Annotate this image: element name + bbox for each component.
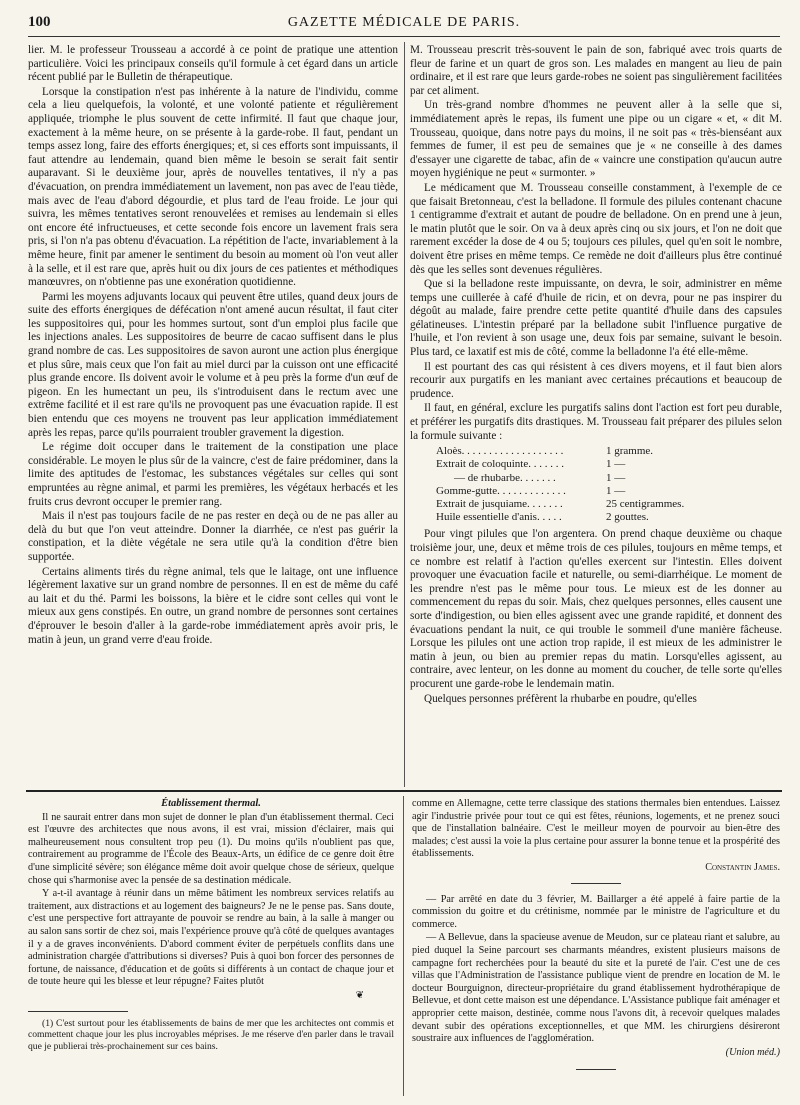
paragraph: Lorsque la constipation n'est pas inhérente à la nature de l'individu, comme cela a lieu quelquefois, la volonté, et une volonté patiente et régulièrement appliquée, triomphe le plus souvent de cette infirmité. Il faut que chaque jour, exactement à la même heure, on se présente à la garde-robe. Il faut, pendant un temps assez long, faire des efforts énergiques; et, si ces efforts sont impuissants, il faut attendre au lendemain, quand bien même le besoin se serait fait sentir auparavant. Si le deuxième jour, après de nouvelles tentatives, il n'y a pas d'évacuation, on prendra immédiatement un lavement, non pas avec de l'eau tiède, mais avec de l'eau d'abord dégourdie, et plus tard de l'eau froide. Le jour qui suivra, les mêmes tentatives seront renouvelées et remises au lendemain si elles ont encore été infructueuses, et cette seconde fois encore un lavement frais sera pris, si l'on n'a pas obtenu d'évacuation. La répétition de l'acte, invariablement à la même heure, finit par amener le sentiment du besoin au moment où l'on veut aller à la selle, et il est rare que, après huit ou dix jours de ces patientes et méthodiques manœuvres, on n'obtienne pas une exonération quotidienne. <box>28 85 398 289</box>
section-title: Établissement thermal. <box>161 798 261 809</box>
column-divider <box>404 42 405 787</box>
paragraph: Il est pourtant des cas qui résistent à ces divers moyens, et il faut bien alors recourir aux purgatifs en les maniant avec certaines précautions et beaucoup de prudence. <box>410 360 782 400</box>
page-header <box>28 14 780 37</box>
paragraph: Quelques personnes préfèrent la rhubarbe en poudre, qu'elles <box>424 692 697 705</box>
formula-ingredient: Aloès. . . . . . . . . . . . . . . . . . . <box>436 445 564 458</box>
thermal-establishment-article <box>28 798 394 1054</box>
formula-quantity: 1 — <box>606 471 626 484</box>
formula-row <box>436 445 782 458</box>
formula-row <box>436 511 782 524</box>
column-divider <box>403 796 404 1096</box>
paragraph: lier. M. le professeur Trousseau a accordé à ce point de pratique une attention particulière. Voici les principaux conseils qu'il formule à cet égard dans un article récent publié par le Bulletin de thérapeutique. <box>28 44 398 84</box>
paragraph: Le médicament que M. Trousseau conseille constamment, à l'exemple de ce que faisait Bretonneau, c'est la belladone. Il formule des pilules contenant chacune 1 centigramme d'extrait et autant de poudre de belladone. On en prend une à jeun, le matin plutôt que le soir. On va à deux après cinq ou six jours, et l'on ne doit que rarement excéder la dose de 4 ou 5; toujours ces pilules, quel qu'en soit le nombre, doivent être prises en même temps. Ce remède ne doit d'ailleurs plus être continué dès que les selles sont devenues régulières. <box>410 181 782 276</box>
paragraph: Parmi les moyens adjuvants locaux qui peuvent être utiles, quand deux jours de suite des efforts énergiques de défécation n'ont amené aucun résultat, il faut citer les suppositoires qui, pour les hommes surtout, sont d'un emploi plus facile que les injections anales. Les suppositoires de beurre de cacao suffisent dans le plus grand nombre de cas. Les suppositoires de savon auront une action plus énergique et plus sûre, mais ceux que l'on fait au miel durci par la cuisson ont une efficacité plus grande encore. Ils doivent avoir le volume et à peu près la forme d'un œuf de pigeon. En les humectant un peu, ils s'introduisent dans le rectum avec une extrême facilité et il est rare qu'ils ne provoquent pas une évacuation rapide. Il est bien entendu que ces moyens ne trouvent pas leur application immédiatement après les repas, parce qu'ils pourraient troubler gravement la digestion. <box>28 290 398 439</box>
right-column <box>410 44 782 707</box>
paragraph: Certains aliments tirés du règne animal, tels que le laitage, ont une influence légèrement laxative sur un grand nombre de personnes. Il en est de même du café au lait et du thé. Parmi les boissons, la bière et le cidre sont celles qui vont le mieux aux gens constipés. En outre, un grand nombre de personnes sont certaines d'éprouver le besoin d'aller à la garde-robe immédiatement après avoir pris, le matin à jeun, un grand verre d'eau froide. <box>28 565 398 646</box>
footnote: (1) C'est surtout pour les établissements de bains de mer que les architectes ont commis et commettent chaque jour les plus incroyables méprises. Je me réserve d'en parler dans le travail que je publierai très-prochainement sur ces bains. <box>28 1017 394 1053</box>
formula-row <box>436 472 782 485</box>
paragraph: Il ne saurait entrer dans mon sujet de donner le plan d'un établissement thermal. Ceci est l'œuvre des architectes que nous avons, il est vrai, mission d'éclairer, mais qui malheureusement nous consultent trop peu (1). Du moins qu'ils n'oublient pas que, contrairement au programme de l'École des Beaux-Arts, un édifice de ce genre doit être d'une simplicité sévère; son élégance même doit avoir quelque chose de sérieux, quelque chose qui s'harmonise avec la pensée de sa destination médicale. <box>28 811 394 886</box>
divider <box>571 883 621 884</box>
end-divider <box>576 1069 616 1070</box>
formula-ingredient: — de rhubarbe. . . . . . . <box>454 471 556 484</box>
page-number: 100 <box>28 14 51 30</box>
author-signature: Constantin James. <box>705 861 780 873</box>
paragraph: Pour vingt pilules que l'on argentera. On prend chaque deuxième ou chaque troisième jour, une, deux et même trois de ces pilules, toujours en même temps, et ce nombre est relatif à l'action qu'elles exercent sur l'intestin. Elles doivent provoquer une évacuation facile et naturelle, ou semi-diarrhéique. Le moment de les prendre n'est pas le même pour tous. Le mieux est de les donner au commencement du repas du soir. Mais, chez quelques personnes, elles causent une sorte d'indigestion, ou bien elles agissent avec une grande rapidité, et donnent des évacuations pendant la nuit, ce qui trouble le sommeil d'une manière fâcheuse. Lorsque les pilules ont une action trop rapide, il est mieux de les administrer le matin à jeun, ou bien au premier repas du matin. Lorsqu'elles agissent, au contraire, avec lenteur, on les donne au moment du coucher, de telle sorte qu'elles procurent une garde-robe le lendemain matin. <box>410 528 782 690</box>
ornament: ❦ <box>355 989 364 1001</box>
paragraph: Mais il n'est pas toujours facile de ne pas rester en deçà ou de ne pas aller au delà du but que l'on veut atteindre. Donner la diarrhée, ce n'est pas guérir la constipation, et la diète végétale ne sera utile qu'à la condition d'être bien supportée. <box>28 510 398 563</box>
formula-ingredient: Extrait de jusquiame. . . . . . . <box>436 498 563 511</box>
bottom-right-column <box>412 798 780 1070</box>
paragraph: Un très-grand nombre d'hommes ne peuvent aller à la selle que si, immédiatement après le repas, ils fument une pipe ou un cigare « et, « dit M. Trousseau, quoique, dans notre pays du moins, il ne soit pas « très-bienséant aux femmes de fumer, il est peu de semaines que je « ne conseille à des dames d'essayer une cigarette de tabac, afin de « vaincre une constipation qu'aucun autre moyen hygiénique ne peut « surmonter. » <box>410 99 782 180</box>
formula-quantity: 1 gramme. <box>606 445 654 458</box>
formula-ingredient: Gomme-gutte. . . . . . . . . . . . . <box>436 484 566 497</box>
paragraph: Il faut, en général, exclure les purgatifs salins dont l'action est fort peu durable, et préférer les purgatifs dits drastiques. M. Trousseau fait préparer des pilules selon la formule suivante : <box>410 402 782 442</box>
formula-row <box>436 485 782 498</box>
formula-row <box>436 498 782 511</box>
paragraph: M. Trousseau prescrit très-souvent le pain de son, fabriqué avec trois quarts de fleur de farine et un quart de gros son. Les malades en mangent au lieu de pain ordinaire, et il est rare que leurs garde-robes ne soient pas singulièrement facilitées par cet aliment. <box>410 44 782 97</box>
formula-quantity: 1 — <box>606 458 626 471</box>
news-item: — A Bellevue, dans la spacieuse avenue de Meudon, sur ce plateau riant et salubre, au pied duquel la Seine parcourt ses charmants méandres, existent plusieurs maisons de campagne fort recherchées pour la beauté du site et la pureté de l'air. C'est une de ces villas que l'Administration de l'assistance publique vient de prendre en location de M. le docteur Bourguignon, directeur-propriétaire du grand établissement hydrothérapique de Bellevue, et dont cette maison est une dépendance. L'Assistance publique fait aménager et approprier cette maison, destinée, comme nous l'avons dit, à recevoir quelques malades devant subir des opérations exceptionnelles, et que MM. les chirurgiens désireront soustraire aux influences de l'agglomération. <box>412 932 780 1045</box>
left-column <box>28 44 398 648</box>
formula-quantity: 1 — <box>606 484 626 497</box>
paragraph: Y a-t-il avantage à réunir dans un même bâtiment les nombreux services relatifs au traitement, aux distractions et au logement des baigneurs? Je ne le pense pas. Sans doute, c'est une perspective fort attrayante de pouvoir se rendre au bain, à la salle à manger ou au salon sans sortir de chez soi, mais l'expérience prouve qu'à côté de quelques avantages il y a de graves inconvénients. D'abord comment éviter de perpétuels conflits dans une administration chargée d'attributions si diverses? Puis à quoi bon forcer des personnes de fortune, de naissance, d'éducation et de goûts si différents à un contact de chaque jour et de toute heure qui les blesse et leur répugne? Faites plutôt <box>28 888 394 988</box>
pill-formula <box>436 445 782 524</box>
formula-row <box>436 458 782 471</box>
section-divider <box>26 790 782 792</box>
formula-quantity: 25 centigrammes. <box>606 498 685 511</box>
footnote-divider <box>28 1011 128 1012</box>
source-citation: (Union méd.) <box>725 1046 780 1058</box>
formula-ingredient: Huile essentielle d'anis. . . . . <box>436 511 562 524</box>
paragraph: Le régime doit occuper dans le traitement de la constipation une place considérable. Le moyen le plus sûr de la vaincre, c'est de faire prédominer, dans la limite des aptitudes de l'estomac, les substances végétales sur celles qui sont empruntées au règne animal, et parmi les premières, les végétaux herbacés et les fruits crus devront occuper le premier rang. <box>28 441 398 508</box>
formula-ingredient: Extrait de coloquinte. . . . . . . <box>436 458 564 471</box>
paragraph: comme en Allemagne, cette terre classique des stations thermales bien entendues. Laissez agir l'industrie privée pour tout ce qui est fêtes, réunions, logements, et ne prenez souci que de l'installation balnéaire. C'est le meilleur moyen de pourvoir au bien-être des malades; c'est aussi la voie la plus certaine pour assurer la bonne tenue et la prospérité des établissements. <box>412 798 780 860</box>
journal-title: GAZETTE MÉDICALE DE PARIS. <box>287 15 521 30</box>
paragraph: Que si la belladone reste impuissante, on devra, le soir, administrer en même temps une cuillerée à café d'huile de ricin, et on devra, pour ne pas inspirer du dégoût au malade, faire prendre cette petite quantité d'huile dans des capsules gélatineuses. L'intestin préparé par la belladone subit l'influence purgative de l'huile, et l'on revient à son usage une, deux fois par semaine, suivant le besoin. Plus tard, ce laxatif est mis de côté, comme la belladonne l'a été elle-même. <box>410 278 782 359</box>
formula-quantity: 2 gouttes. <box>606 511 649 524</box>
news-item: — Par arrêté en date du 3 février, M. Baillarger a été appelé à faire partie de la commission du goitre et du crétinisme, nommée par le ministre de l'agriculture et du commerce. <box>412 893 780 930</box>
